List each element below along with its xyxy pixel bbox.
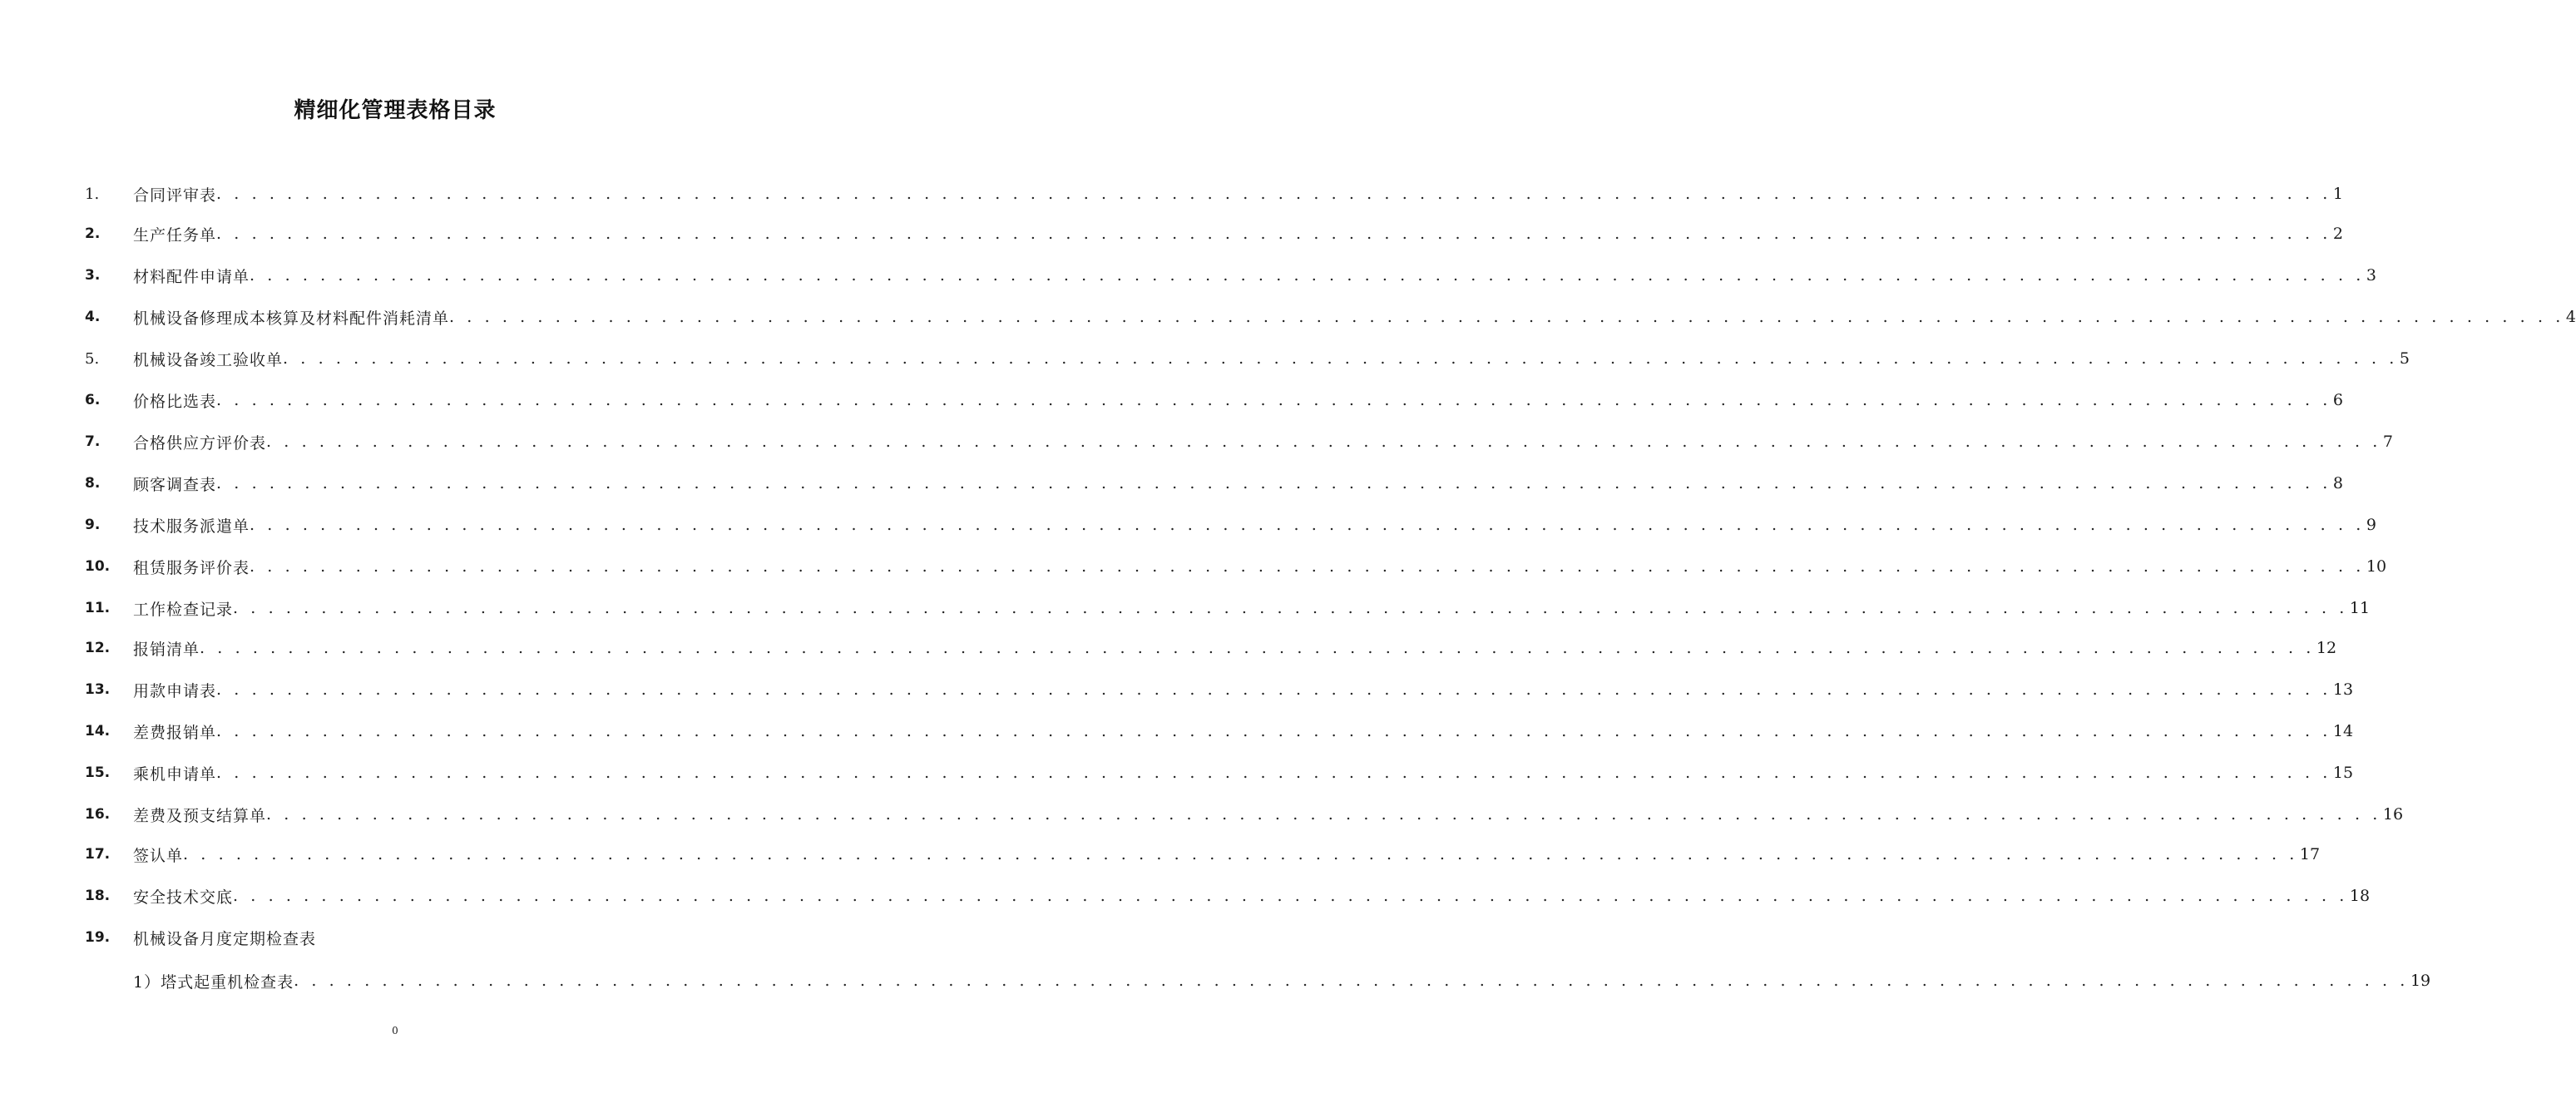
- dot-leader: . . . . . . . . . . . . . . . . . . . . . . . . . . . . . . . . . . . . . . . . . . . . . . . . . . . . . . . . . . . . . . . . . . . . . . . . . . . . . . . . . . . . . . . . . . . . . . . . . . . . . . . . . . . . . . . . . . . . . . . .: [449, 308, 2564, 326]
- dot-leader: . . . . . . . . . . . . . . . . . . . . . . . . . . . . . . . . . . . . . . . . . . . . . . . . . . . . . . . . . . . . . . . . . . . . . . . . . . . . . . . . . . . . . . . . . . . . . . . . . . . . . . . . . . . . . . . . . . . . . . . .: [283, 349, 2398, 368]
- page-number-footer: 0: [392, 1025, 398, 1036]
- dot-leader: . . . . . . . . . . . . . . . . . . . . . . . . . . . . . . . . . . . . . . . . . . . . . . . . . . . . . . . . . . . . . . . . . . . . . . . . . . . . . . . . . . . . . . . . . . . . . . . . . . . . . . . . . . . . . . . . . . . . . . . .: [200, 639, 2315, 657]
- toc-entry[interactable]: [85, 596, 2371, 621]
- toc-entry-label: 差费及预支结算单: [133, 806, 267, 825]
- toc-entry[interactable]: [85, 471, 2343, 496]
- toc-entry[interactable]: [85, 842, 2321, 867]
- page-title: 精细化管理表格目录: [294, 98, 497, 123]
- toc-entry-page: 13: [2332, 680, 2354, 699]
- toc-entry-label: 顾客调查表: [133, 475, 217, 494]
- toc-entry-label: 安全技术交底: [133, 888, 234, 907]
- dot-leader: . . . . . . . . . . . . . . . . . . . . . . . . . . . . . . . . . . . . . . . . . . . . . . . . . . . . . . . . . . . . . . . . . . . . . . . . . . . . . . . . . . . . . . . . . . . . . . . . . . . . . . . . . . . . . . . . . . . . . . . .: [250, 516, 2365, 534]
- toc-entry[interactable]: [85, 636, 2337, 660]
- dot-leader: . . . . . . . . . . . . . . . . . . . . . . . . . . . . . . . . . . . . . . . . . . . . . . . . . . . . . . . . . . . . . . . . . . . . . . . . . . . . . . . . . . . . . . . . . . . . . . . . . . . . . . . . . . . . . . . . . . . . . . . .: [216, 474, 2331, 492]
- toc-entry-label: 机械设备竣工验收单: [133, 350, 284, 369]
- toc-entry-number: 1.: [85, 185, 100, 203]
- toc-entry-page: 18: [2349, 887, 2371, 905]
- toc-entry[interactable]: [133, 968, 2431, 993]
- toc-entry-label: 生产任务单: [133, 225, 217, 245]
- toc-entry-number: 10.: [85, 558, 111, 575]
- toc-entry-label: 机械设备修理成本核算及材料配件消耗清单: [133, 309, 450, 328]
- toc-entry-page: 9: [2366, 516, 2376, 534]
- toc-entry[interactable]: [85, 554, 2387, 579]
- toc-entry-label: 技术服务派遣单: [133, 517, 250, 536]
- toc-entry-page: 12: [2316, 639, 2337, 657]
- toc-entry-label: 机械设备月度定期检查表: [133, 929, 317, 948]
- toc-entry[interactable]: [85, 719, 2354, 744]
- dot-leader: . . . . . . . . . . . . . . . . . . . . . . . . . . . . . . . . . . . . . . . . . . . . . . . . . . . . . . . . . . . . . . . . . . . . . . . . . . . . . . . . . . . . . . . . . . . . . . . . . . . . . . . . . . . . . . . . . . . . . . . .: [216, 680, 2331, 699]
- toc-entry-number: 13.: [85, 681, 111, 698]
- toc-entry[interactable]: [85, 388, 2343, 413]
- toc-entry-number: 15.: [85, 764, 111, 781]
- toc-entry-page: 8: [2332, 474, 2343, 492]
- dot-leader: . . . . . . . . . . . . . . . . . . . . . . . . . . . . . . . . . . . . . . . . . . . . . . . . . . . . . . . . . . . . . . . . . . . . . . . . . . . . . . . . . . . . . . . . . . . . . . . . . . . . . . . . . . . . . . . . . . . . . . . .: [294, 972, 2409, 990]
- dot-leader: . . . . . . . . . . . . . . . . . . . . . . . . . . . . . . . . . . . . . . . . . . . . . . . . . . . . . . . . . . . . . . . . . . . . . . . . . . . . . . . . . . . . . . . . . . . . . . . . . . . . . . . . . . . . . . . . . . . . . . . .: [183, 845, 2298, 863]
- toc-entry-number: 12.: [85, 640, 111, 656]
- toc-entry-number: 16.: [85, 806, 111, 823]
- dot-leader: . . . . . . . . . . . . . . . . . . . . . . . . . . . . . . . . . . . . . . . . . . . . . . . . . . . . . . . . . . . . . . . . . . . . . . . . . . . . . . . . . . . . . . . . . . . . . . . . . . . . . . . . . . . . . . . . . . . . . . . .: [266, 433, 2381, 451]
- toc-entry[interactable]: [85, 512, 2376, 537]
- toc-entry-page: 10: [2366, 557, 2387, 576]
- toc-entry-label: 乘机申请单: [133, 764, 217, 784]
- toc-entry-page: 3: [2366, 266, 2376, 284]
- toc-entry-page: 19: [2410, 972, 2431, 990]
- toc-entry-number: 9.: [85, 517, 101, 533]
- dot-leader: . . . . . . . . . . . . . . . . . . . . . . . . . . . . . . . . . . . . . . . . . . . . . . . . . . . . . . . . . . . . . . . . . . . . . . . . . . . . . . . . . . . . . . . . . . . . . . . . . . . . . . . . . . . . . . . . . . . . . . . .: [216, 225, 2331, 243]
- dot-leader: . . . . . . . . . . . . . . . . . . . . . . . . . . . . . . . . . . . . . . . . . . . . . . . . . . . . . . . . . . . . . . . . . . . . . . . . . . . . . . . . . . . . . . . . . . . . . . . . . . . . . . . . . . . . . . . . . . . . . . . .: [216, 764, 2331, 782]
- toc-entry[interactable]: [85, 181, 2343, 206]
- toc-entry-label: 价格比选表: [133, 392, 217, 411]
- toc-entry-label: 租赁服务评价表: [133, 558, 250, 577]
- toc-entry-label: 报销清单: [133, 640, 200, 659]
- toc-entry-page: 7: [2382, 433, 2393, 451]
- toc-entry-number: 17.: [85, 846, 111, 863]
- toc-entry-label: 用款申请表: [133, 681, 217, 700]
- toc-entry-page: 1: [2332, 185, 2343, 203]
- toc-entry[interactable]: [85, 429, 2393, 454]
- toc-entry-number: 4.: [85, 309, 101, 325]
- toc-entry-label: 材料配件申请单: [133, 267, 250, 286]
- toc-entry-number: 18.: [85, 888, 111, 904]
- toc-entry-number: 14.: [85, 723, 111, 740]
- toc-entry[interactable]: [85, 925, 684, 950]
- toc-entry-page: 2: [2332, 225, 2343, 243]
- toc-entry-label: 1）塔式起重机检查表: [133, 972, 294, 992]
- toc-entry-page: 11: [2349, 599, 2371, 617]
- toc-entry[interactable]: [85, 802, 2404, 827]
- toc-entry[interactable]: [85, 346, 2410, 371]
- toc-entry-number: 19.: [85, 929, 111, 946]
- toc-entry-label: 差费报销单: [133, 723, 217, 742]
- dot-leader: . . . . . . . . . . . . . . . . . . . . . . . . . . . . . . . . . . . . . . . . . . . . . . . . . . . . . . . . . . . . . . . . . . . . . . . . . . . . . . . . . . . . . . . . . . . . . . . . . . . . . . . . . . . . . . . . . . . . . . . .: [216, 722, 2331, 740]
- toc-entry-number: 5.: [85, 349, 100, 368]
- toc-entry-number: 8.: [85, 475, 101, 492]
- toc-entry-number: 7.: [85, 433, 101, 450]
- toc-entry[interactable]: [85, 883, 2371, 908]
- dot-leader: . . . . . . . . . . . . . . . . . . . . . . . . . . . . . . . . . . . . . . . . . . . . . . . . . . . . . . . . . . . . . . . . . . . . . . . . . . . . . . . . . . . . . . . . . . . . . . . . . . . . . . . . . . . . . . . . . . . . . . . .: [233, 599, 2348, 617]
- toc-entry-number: 2.: [85, 225, 101, 242]
- toc-entry-label: 签认单: [133, 846, 184, 865]
- toc-entry-page: 5: [2399, 349, 2410, 368]
- toc-entry[interactable]: [85, 221, 2343, 246]
- dot-leader: . . . . . . . . . . . . . . . . . . . . . . . . . . . . . . . . . . . . . . . . . . . . . . . . . . . . . . . . . . . . . . . . . . . . . . . . . . . . . . . . . . . . . . . . . . . . . . . . . . . . . . . . . . . . . . . . . . . . . . . .: [250, 557, 2365, 576]
- toc-entry-number: 11.: [85, 600, 111, 616]
- toc-entry[interactable]: [85, 304, 2576, 329]
- dot-leader: . . . . . . . . . . . . . . . . . . . . . . . . . . . . . . . . . . . . . . . . . . . . . . . . . . . . . . . . . . . . . . . . . . . . . . . . . . . . . . . . . . . . . . . . . . . . . . . . . . . . . . . . . . . . . . . . . . . . . . . .: [216, 391, 2331, 409]
- toc-entry-page: 17: [2299, 845, 2321, 863]
- dot-leader: . . . . . . . . . . . . . . . . . . . . . . . . . . . . . . . . . . . . . . . . . . . . . . . . . . . . . . . . . . . . . . . . . . . . . . . . . . . . . . . . . . . . . . . . . . . . . . . . . . . . . . . . . . . . . . . . . . . . . . . .: [216, 185, 2331, 203]
- toc-entry-page: 15: [2332, 764, 2354, 782]
- toc-entry[interactable]: [85, 263, 2376, 288]
- toc-entry[interactable]: [85, 677, 2354, 702]
- toc-entry-page: 14: [2332, 722, 2354, 740]
- toc-entry-label: 工作检查记录: [133, 600, 234, 619]
- dot-leader: . . . . . . . . . . . . . . . . . . . . . . . . . . . . . . . . . . . . . . . . . . . . . . . . . . . . . . . . . . . . . . . . . . . . . . . . . . . . . . . . . . . . . . . . . . . . . . . . . . . . . . . . . . . . . . . . . . . . . . . .: [250, 266, 2365, 284]
- toc-entry-page: 16: [2382, 805, 2404, 824]
- toc-entry-page: 6: [2332, 391, 2343, 409]
- dot-leader: . . . . . . . . . . . . . . . . . . . . . . . . . . . . . . . . . . . . . . . . . . . . . . . . . . . . . . . . . . . . . . . . . . . . . . . . . . . . . . . . . . . . . . . . . . . . . . . . . . . . . . . . . . . . . . . . . . . . . . . .: [233, 887, 2348, 905]
- toc-entry-label: 合同评审表: [133, 186, 217, 205]
- toc-entry-number: 3.: [85, 267, 101, 284]
- toc-entry[interactable]: [85, 760, 2354, 785]
- toc-entry-label: 合格供应方评价表: [133, 433, 267, 453]
- toc-entry-page: 4: [2565, 308, 2576, 326]
- dot-leader: . . . . . . . . . . . . . . . . . . . . . . . . . . . . . . . . . . . . . . . . . . . . . . . . . . . . . . . . . . . . . . . . . . . . . . . . . . . . . . . . . . . . . . . . . . . . . . . . . . . . . . . . . . . . . . . . . . . . . . . .: [266, 805, 2381, 824]
- toc-entry-number: 6.: [85, 392, 101, 408]
